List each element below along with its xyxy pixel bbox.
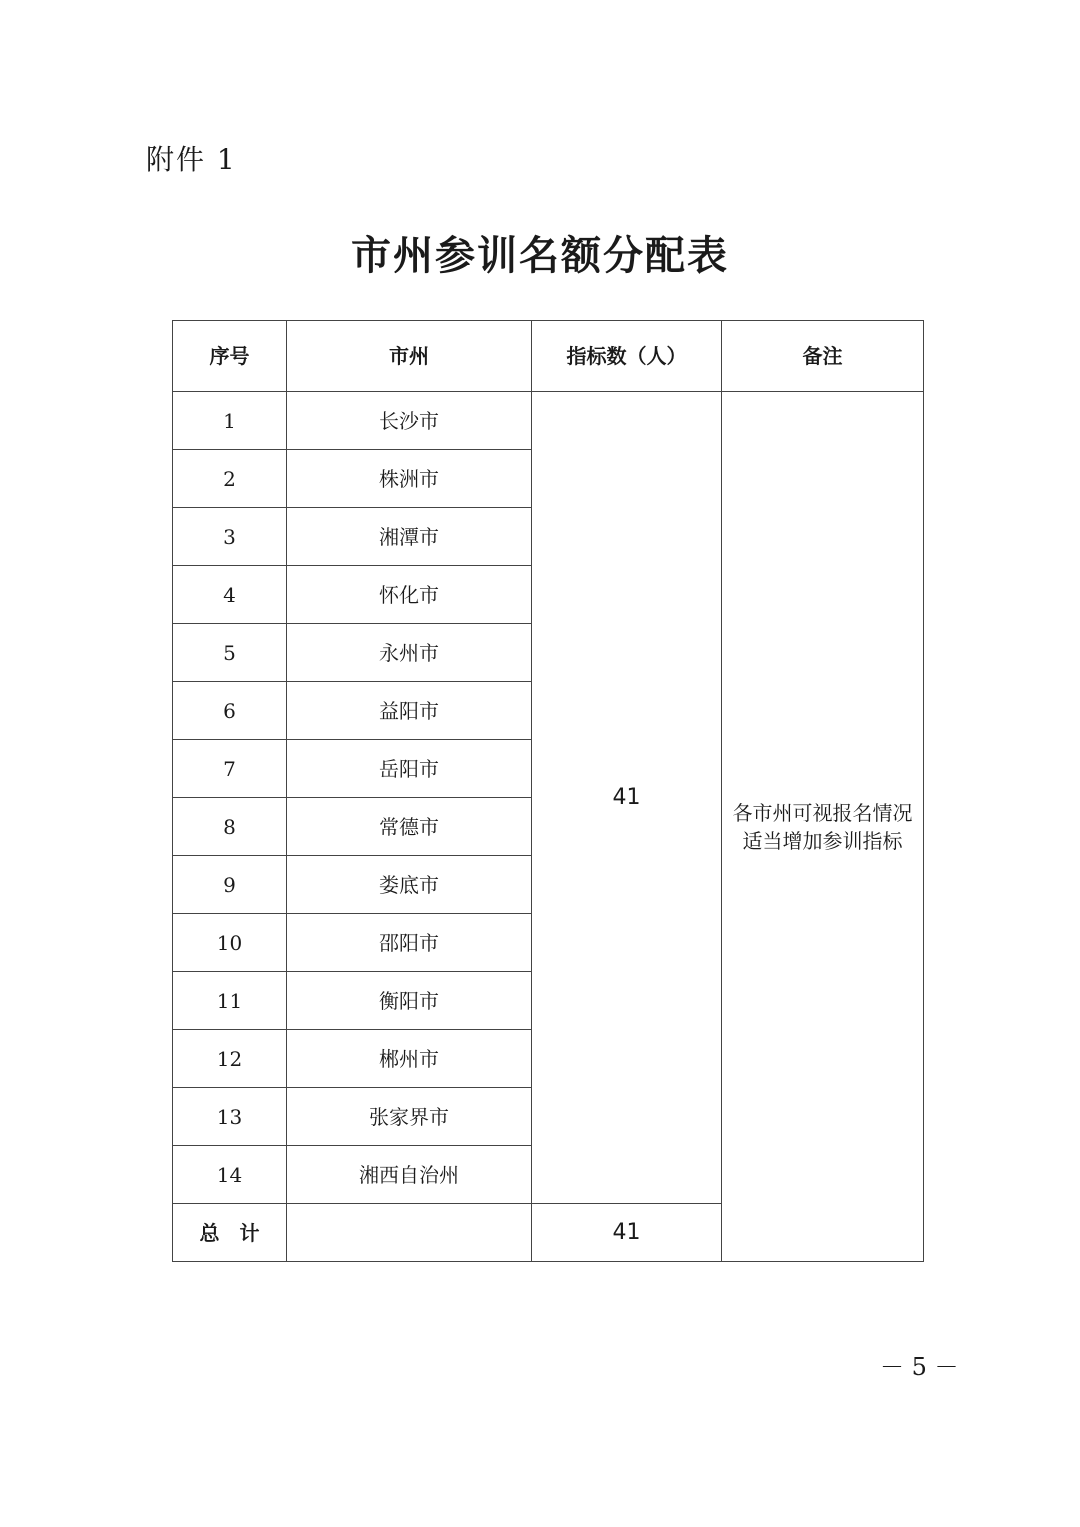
- total-city: [287, 1204, 532, 1262]
- row-seq: 14: [173, 1146, 287, 1204]
- table-row: [173, 392, 924, 450]
- row-seq: 8: [173, 798, 287, 856]
- row-city: 邵阳市: [287, 914, 532, 972]
- row-city: 郴州市: [287, 1030, 532, 1088]
- row-city: 永州市: [287, 624, 532, 682]
- quota-allocation-table: [172, 320, 924, 1262]
- row-seq: 13: [173, 1088, 287, 1146]
- note-cell: 各市州可视报名情况适当增加参训指标: [722, 392, 924, 1262]
- row-seq: 12: [173, 1030, 287, 1088]
- row-city: 益阳市: [287, 682, 532, 740]
- attachment-label: 附件 1: [146, 143, 237, 176]
- row-city: 湘西自治州: [287, 1146, 532, 1204]
- row-seq: 7: [173, 740, 287, 798]
- row-city: 衡阳市: [287, 972, 532, 1030]
- page-number: － 5 －: [880, 1353, 959, 1381]
- row-seq: 1: [173, 392, 287, 450]
- header-seq: 序号: [173, 321, 287, 392]
- header-note: 备注: [722, 321, 924, 392]
- row-city: 张家界市: [287, 1088, 532, 1146]
- row-city: 常德市: [287, 798, 532, 856]
- row-city: 怀化市: [287, 566, 532, 624]
- row-city: 株洲市: [287, 450, 532, 508]
- total-label: 总 计: [173, 1204, 287, 1262]
- row-seq: 2: [173, 450, 287, 508]
- row-seq: 5: [173, 624, 287, 682]
- row-seq: 11: [173, 972, 287, 1030]
- header-city: 市州: [287, 321, 532, 392]
- header-quota: 指标数（人）: [532, 321, 722, 392]
- row-seq: 4: [173, 566, 287, 624]
- row-seq: 9: [173, 856, 287, 914]
- row-city: 岳阳市: [287, 740, 532, 798]
- total-quota: 41: [532, 1204, 722, 1262]
- row-city: 娄底市: [287, 856, 532, 914]
- table-header-row: [173, 321, 924, 392]
- row-seq: 6: [173, 682, 287, 740]
- row-city: 长沙市: [287, 392, 532, 450]
- row-seq: 3: [173, 508, 287, 566]
- row-city: 湘潭市: [287, 508, 532, 566]
- document-title: 市州参训名额分配表: [351, 232, 729, 279]
- row-seq: 10: [173, 914, 287, 972]
- quota-per-city: 41: [532, 392, 722, 1204]
